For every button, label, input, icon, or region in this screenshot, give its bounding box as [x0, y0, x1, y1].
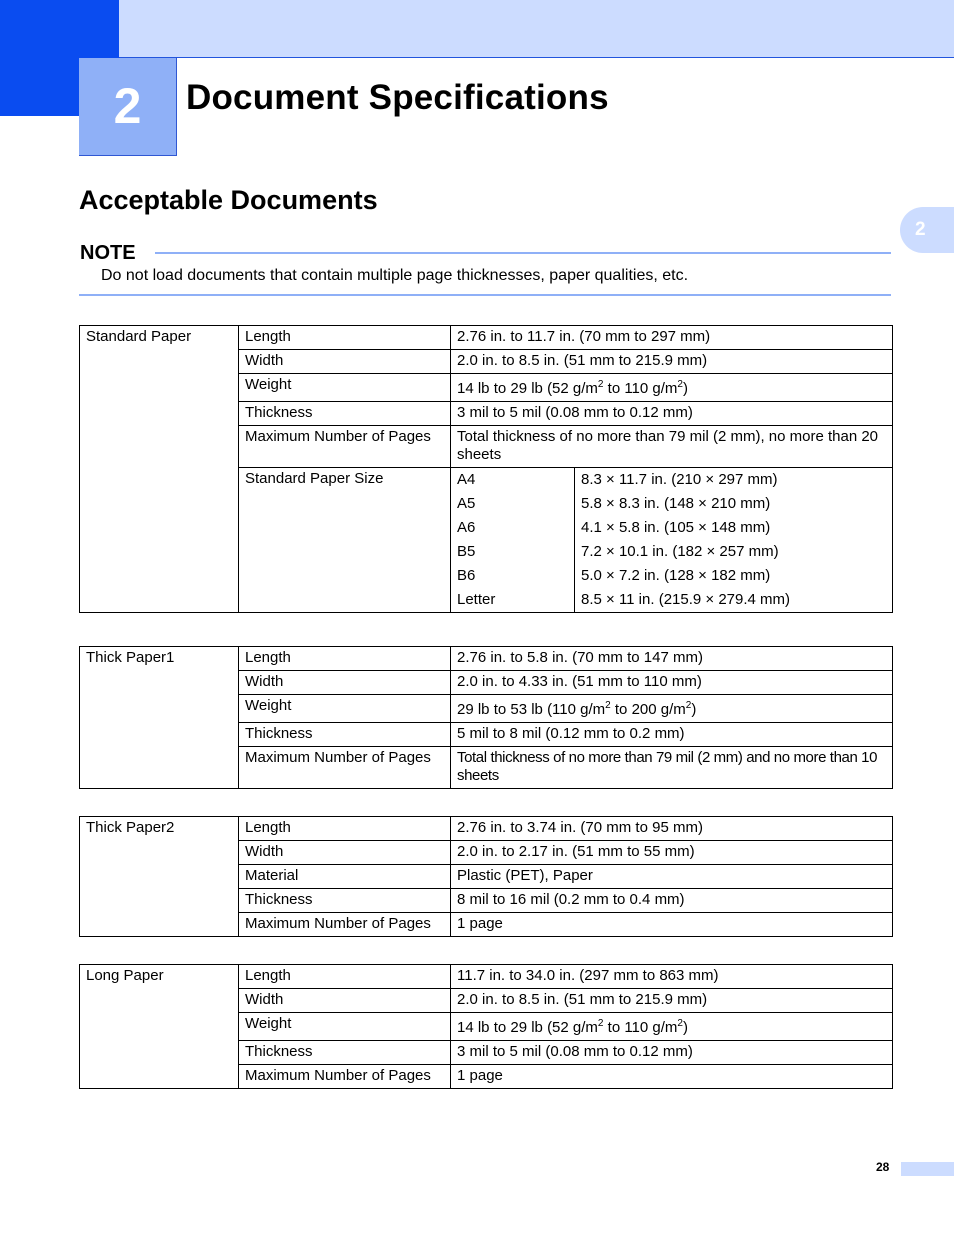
- row-value: 2.76 in. to 11.7 in. (70 mm to 297 mm): [451, 326, 893, 350]
- row-label: Thickness: [239, 1041, 451, 1065]
- row-label: Thickness: [239, 723, 451, 747]
- row-value: 29 lb to 53 lb (110 $g/m^2$ to 200 $g/m^2$): [451, 695, 893, 723]
- row-label: Length: [239, 817, 451, 841]
- section-title: Acceptable Documents: [79, 185, 378, 215]
- spec-table-thick-paper2: [79, 816, 893, 937]
- spec-table-thick-paper1: [79, 646, 893, 789]
- size-dim: 8.5 × 11 in. (215.9 × 279.4 mm): [581, 591, 791, 608]
- size-name: B5: [451, 540, 575, 564]
- size-name: A6: [451, 516, 575, 540]
- row-label: Maximum Number of Pages: [239, 1065, 451, 1089]
- row-label: Standard Paper Size: [239, 468, 451, 613]
- size-dim: 4.1 × 5.8 in. (105 × 148 mm): [581, 519, 771, 536]
- category-cell: Standard Paper: [80, 326, 239, 613]
- table-row: [80, 326, 893, 350]
- note-divider-bottom: [79, 294, 891, 296]
- row-label: Weight: [239, 1013, 451, 1041]
- size-name: B6: [451, 564, 575, 588]
- row-value: 2.76 in. to 3.74 in. (70 mm to 95 mm): [451, 817, 893, 841]
- paper-size-table: [451, 468, 892, 612]
- row-value: 3 mil to 5 mil (0.08 mm to 0.12 mm): [451, 1041, 893, 1065]
- size-dim: 5.8 × 8.3 in. (148 × 210 mm): [581, 495, 771, 512]
- table-row: [80, 647, 893, 671]
- row-label: Width: [239, 989, 451, 1013]
- note-divider-top: [155, 252, 891, 254]
- size-dim: 8.3 × 11.7 in. (210 × 297 mm): [581, 471, 778, 488]
- footer-accent-bar: [901, 1162, 954, 1176]
- row-value: 1 page: [451, 1065, 893, 1089]
- page-number: 28: [876, 1160, 890, 1174]
- size-row: [451, 540, 892, 564]
- row-label: Width: [239, 671, 451, 695]
- note-text: Do not load documents that contain multiple page thicknesses, paper qualities, etc.: [101, 267, 689, 284]
- row-value: Total thickness of no more than 79 mil (2 mm) and no more than 10 sheets: [451, 747, 893, 789]
- row-value: Plastic (PET), Paper: [451, 865, 893, 889]
- row-value: 2.76 in. to 5.8 in. (70 mm to 147 mm): [451, 647, 893, 671]
- row-value: Total thickness of no more than 79 mil (2 mm), no more than 20 sheets: [451, 426, 893, 468]
- size-row: [451, 468, 892, 492]
- row-value: 2.0 in. to 8.5 in. (51 mm to 215.9 mm): [451, 350, 893, 374]
- row-label: Length: [239, 965, 451, 989]
- row-value: 1 page: [451, 913, 893, 937]
- size-name: Letter: [451, 588, 575, 612]
- size-name: A5: [451, 492, 575, 516]
- row-label: Width: [239, 841, 451, 865]
- chapter-number: 2: [79, 58, 177, 156]
- size-row: [451, 492, 892, 516]
- row-label: Maximum Number of Pages: [239, 426, 451, 468]
- chapter-title: Document Specifications: [186, 78, 609, 117]
- row-value: 11.7 in. to 34.0 in. (297 mm to 863 mm): [451, 965, 893, 989]
- row-value: 14 lb to 29 lb (52 $g/m^2$ to 110 $g/m^2$): [451, 1013, 893, 1041]
- row-value: 14 lb to 29 lb (52 $g/m^2$ to 110 $g/m^2$): [451, 374, 893, 402]
- row-label: Maximum Number of Pages: [239, 747, 451, 789]
- table-row: [80, 817, 893, 841]
- row-value: 5 mil to 8 mil (0.12 mm to 0.2 mm): [451, 723, 893, 747]
- size-row: [451, 516, 892, 540]
- category-cell: Thick Paper2: [80, 817, 239, 937]
- chapter-side-tab[interactable]: 2: [900, 207, 954, 253]
- row-value: 8 mil to 16 mil (0.2 mm to 0.4 mm): [451, 889, 893, 913]
- row-value: 2.0 in. to 2.17 in. (51 mm to 55 mm): [451, 841, 893, 865]
- row-label: Thickness: [239, 402, 451, 426]
- row-label: Length: [239, 326, 451, 350]
- row-label: Length: [239, 647, 451, 671]
- size-row: [451, 588, 892, 612]
- row-value: 2.0 in. to 4.33 in. (51 mm to 110 mm): [451, 671, 893, 695]
- row-label: Maximum Number of Pages: [239, 913, 451, 937]
- row-value: 2.0 in. to 8.5 in. (51 mm to 215.9 mm): [451, 989, 893, 1013]
- spec-table-standard-paper: [79, 325, 893, 613]
- spec-table-long-paper: [79, 964, 893, 1089]
- row-label: Thickness: [239, 889, 451, 913]
- category-cell: Thick Paper1: [80, 647, 239, 789]
- size-dim: 7.2 × 10.1 in. (182 × 257 mm): [581, 543, 779, 560]
- header-band: [119, 0, 954, 58]
- row-value: 3 mil to 5 mil (0.08 mm to 0.12 mm): [451, 402, 893, 426]
- table-row: [80, 965, 893, 989]
- size-name: A4: [451, 468, 575, 492]
- row-label: Material: [239, 865, 451, 889]
- note-label: NOTE: [80, 242, 136, 264]
- size-row: [451, 564, 892, 588]
- category-cell: Long Paper: [80, 965, 239, 1089]
- row-label: Width: [239, 350, 451, 374]
- row-label: Weight: [239, 695, 451, 723]
- size-dim: 5.0 × 7.2 in. (128 × 182 mm): [581, 567, 771, 584]
- row-label: Weight: [239, 374, 451, 402]
- paper-size-cell: [451, 468, 893, 613]
